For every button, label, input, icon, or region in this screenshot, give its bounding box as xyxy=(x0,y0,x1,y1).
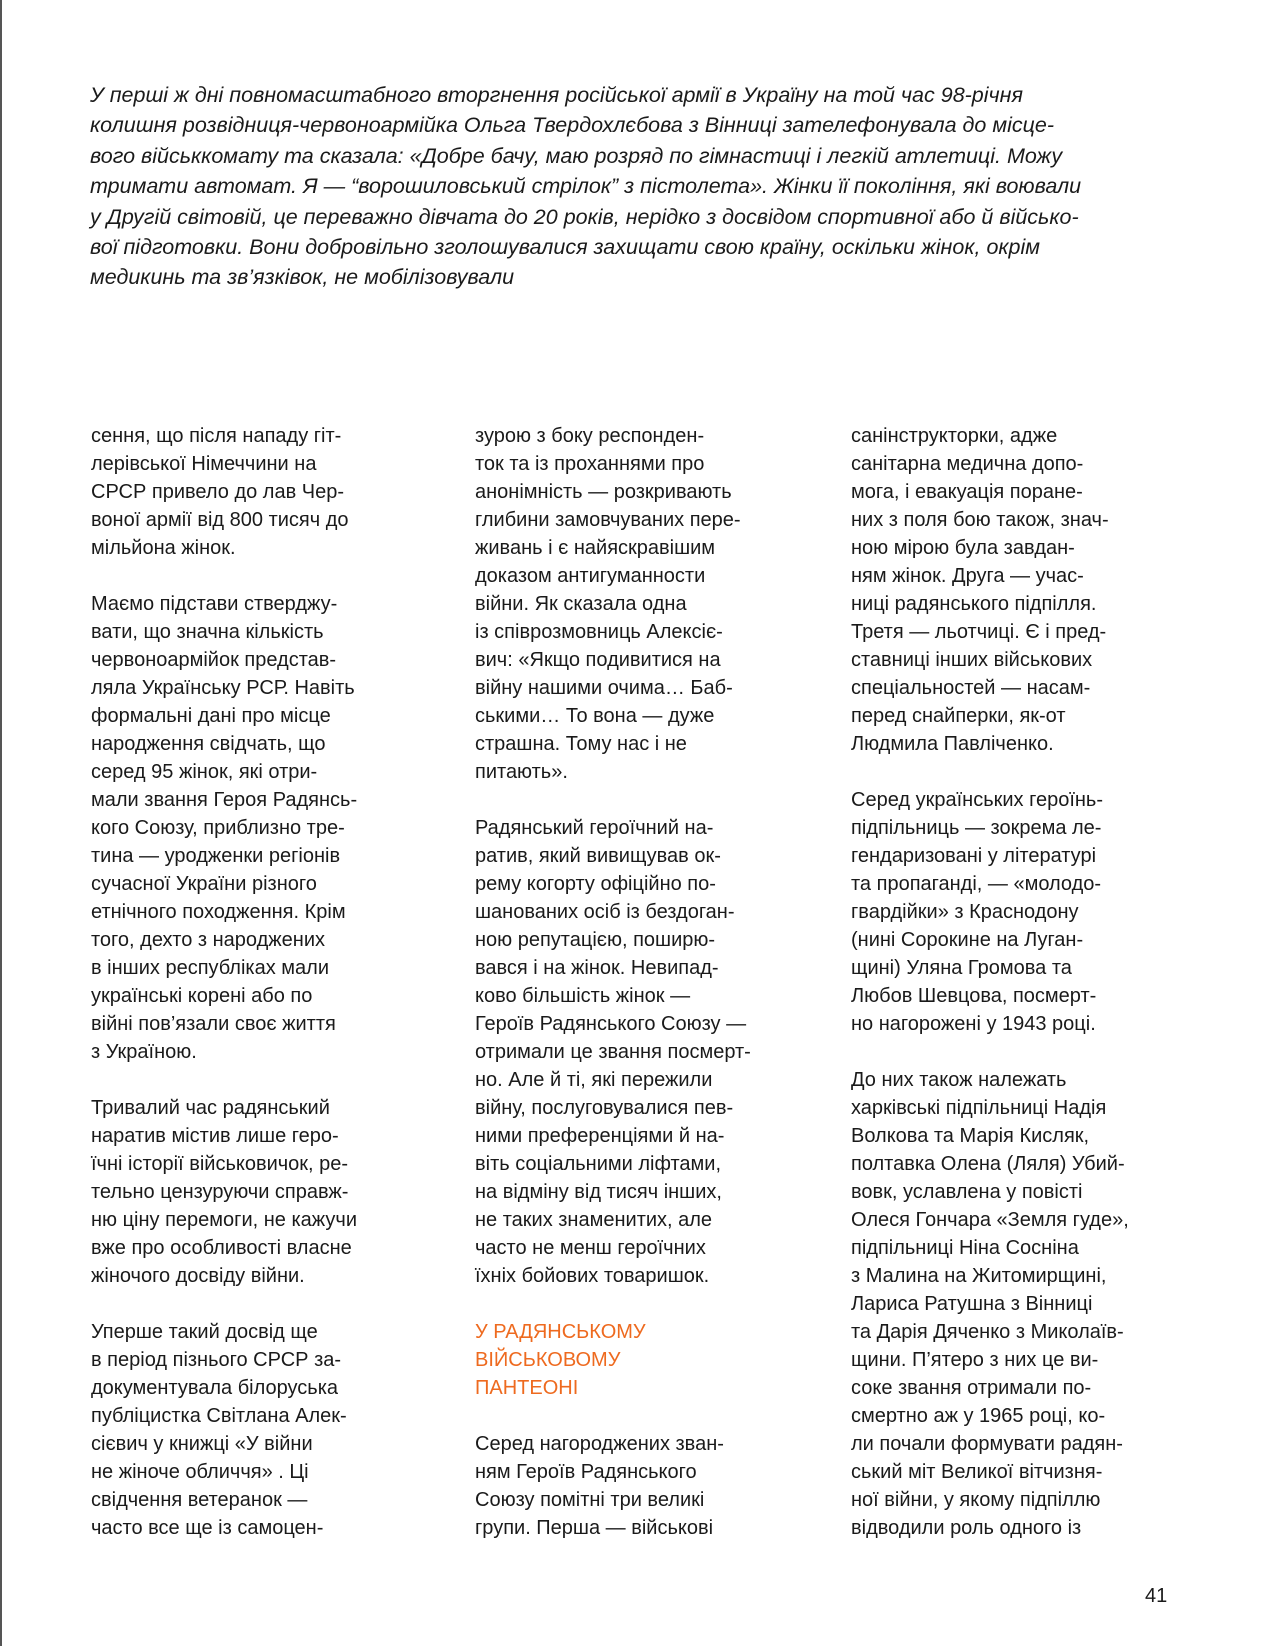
page-number: 41 xyxy=(1145,1585,1168,1607)
text-line: Союзу помітні три великі xyxy=(475,1489,705,1511)
text-line: зурою з боку респонден- xyxy=(475,425,705,447)
text-line: ток та із проханнями про xyxy=(475,453,705,475)
text-line: питають». xyxy=(475,761,568,783)
text-line: документувала білоруська xyxy=(91,1377,339,1399)
text-line: спеціальностей — насам- xyxy=(851,677,1091,699)
text-line: ними преференціями й на- xyxy=(475,1125,725,1147)
text-line: ням жінок. Друга — учас- xyxy=(851,565,1084,587)
text-line: воної армії від 800 тисяч до xyxy=(91,509,349,531)
text-line: часто не менш героїчних xyxy=(475,1237,706,1259)
text-line: їчні історії військовичок, ре- xyxy=(91,1153,349,1175)
text-line: сієвич у книжці «У війни xyxy=(91,1433,313,1455)
intro-line: У перші ж дні повномасштабного вторгнення російської армії в Україну на той час 98-річня xyxy=(90,83,1023,107)
paragraph xyxy=(851,422,1171,758)
text-line: Маємо підстави стверджу- xyxy=(91,593,338,615)
paragraph-spacer xyxy=(91,1066,411,1094)
text-line: но. Але й ті, які пережили xyxy=(475,1069,713,1091)
text-line: доказом антигуманности xyxy=(475,565,706,587)
paragraph-spacer xyxy=(475,1402,795,1430)
text-line: віть соціальними ліфтами, xyxy=(475,1153,722,1175)
text-line: Радянський героїчний на- xyxy=(475,817,714,839)
text-line: щині) Уляна Громова та xyxy=(851,957,1072,979)
paragraph xyxy=(91,422,411,562)
text-line: Героїв Радянського Союзу — xyxy=(475,1013,747,1035)
paragraph xyxy=(851,786,1171,1038)
text-line: вати, що значна кількість xyxy=(91,621,324,643)
text-line: формальні дані про місце xyxy=(91,705,331,727)
text-line: Лариса Ратушна з Вінниці xyxy=(851,1293,1093,1315)
text-line: часто все ще із самоцен- xyxy=(91,1517,324,1539)
paragraph xyxy=(475,422,795,786)
text-line: війни. Як сказала одна xyxy=(475,593,687,615)
text-line: ставниці інших військових xyxy=(851,649,1093,671)
text-line: Людмила Павліченко. xyxy=(851,733,1054,755)
text-line: вовк, уславлена у повісті xyxy=(851,1181,1083,1203)
text-line: та пропаганді, — «молодо- xyxy=(851,873,1102,895)
text-line: щини. П’ятеро з них це ви- xyxy=(851,1349,1099,1371)
text-line: ський міт Великої вітчизня- xyxy=(851,1461,1103,1483)
paragraph-spacer xyxy=(91,562,411,590)
text-line: живань і є найяскравішим xyxy=(475,537,716,559)
text-line: глибини замовчуваних пере- xyxy=(475,509,741,531)
text-line: ляла Українську РСР. Навіть xyxy=(91,677,355,699)
text-line: з Малина на Житомирщині, xyxy=(851,1265,1107,1287)
text-line: ськими… То вона — дуже xyxy=(475,705,715,727)
text-line: червоноармійок представ- xyxy=(91,649,337,671)
text-line: етнічного походження. Крім xyxy=(91,901,346,923)
text-line: із співрозмовниць Алексіє- xyxy=(475,621,723,643)
text-line: полтавка Олена (Ляля) Убий- xyxy=(851,1153,1125,1175)
section-heading xyxy=(475,1318,795,1402)
text-line: мали звання Героя Радянсь- xyxy=(91,789,358,811)
paragraph xyxy=(475,1430,795,1542)
text-line: публіцистка Світлана Алек- xyxy=(91,1405,347,1427)
text-line: санінструкторки, адже xyxy=(851,425,1058,447)
text-line: (нині Сорокине на Луган- xyxy=(851,929,1084,951)
text-line: війну нашими очима… Баб- xyxy=(475,677,733,699)
text-line: групи. Перша — військові xyxy=(475,1517,714,1539)
text-line: рему когорту офіційно по- xyxy=(475,873,716,895)
paragraph-spacer xyxy=(475,1290,795,1318)
intro-line: вої підготовки. Вони добровільно зголошувалися захищати свою країну, оскільки жінок, окрім xyxy=(90,235,1041,260)
text-line: Тривалий час радянський xyxy=(91,1097,330,1119)
paragraph xyxy=(851,1066,1171,1542)
paragraph-spacer xyxy=(851,758,1171,786)
text-line: ниці радянського підпілля. xyxy=(851,593,1097,615)
paragraph xyxy=(475,814,795,1290)
text-column-1 xyxy=(91,422,411,1542)
text-line: смертно аж у 1965 році, ко- xyxy=(851,1405,1106,1427)
page-edge-rule xyxy=(0,0,2,1646)
text-line: Олеся Гончара «Земля гуде», xyxy=(851,1209,1129,1231)
text-line: До них також належать xyxy=(851,1069,1067,1091)
text-line: ною мірою була завдан- xyxy=(851,537,1075,559)
text-line: соке звання отримали по- xyxy=(851,1377,1092,1399)
text-line: Серед українських героїнь- xyxy=(851,789,1104,811)
text-line: ратив, який вивищував ок- xyxy=(475,845,721,867)
text-line: ною репутацією, поширю- xyxy=(475,929,716,951)
paragraph-spacer xyxy=(475,786,795,814)
text-line: страшна. Тому нас і не xyxy=(475,733,687,755)
heading-line: У РАДЯНСЬКОМУ xyxy=(475,1321,646,1343)
intro-line: медикинь та зв’язківок, не мобілізовували xyxy=(90,265,515,290)
text-line: гендаризовані у літературі xyxy=(851,845,1097,867)
text-line: сучасної України різного xyxy=(91,873,317,895)
text-line: підпільниці Ніна Сосніна xyxy=(851,1237,1079,1259)
text-column-2 xyxy=(475,422,795,1542)
text-line: санітарна медична допо- xyxy=(851,453,1084,475)
text-line: тина — уродженки регіонів xyxy=(91,845,341,867)
paragraph-spacer xyxy=(91,1290,411,1318)
text-line: ково більшість жінок — xyxy=(475,985,691,1007)
heading-line: ПАНТЕОНІ xyxy=(475,1377,579,1399)
text-line: в період пізнього СРСР за- xyxy=(91,1349,342,1371)
text-line: наратив містив лише геро- xyxy=(91,1125,339,1147)
text-line: тельно цензуруючи справж- xyxy=(91,1181,349,1203)
text-line: лерівської Німеччини на xyxy=(91,453,317,475)
text-line: ної війни, у якому підпіллю xyxy=(851,1489,1101,1511)
text-line: кого Союзу, приблизно тре- xyxy=(91,817,345,839)
text-line: мільйона жінок. xyxy=(91,537,236,559)
text-line: Любов Шевцова, посмерт- xyxy=(851,985,1097,1007)
intro-line: колишня розвідниця-червоноармійка Ольга Твердохлєбова з Вінниці зателефонувала до місце- xyxy=(90,113,1055,138)
heading-line: ВІЙСЬКОВОМУ xyxy=(475,1349,621,1371)
text-line: не таких знаменитих, але xyxy=(475,1209,713,1231)
text-line: вався і на жінок. Невипад- xyxy=(475,957,719,979)
paragraph-spacer xyxy=(851,1038,1171,1066)
text-line: ли почали формувати радян- xyxy=(851,1433,1123,1455)
intro-line: у Другій світовій, це переважно дівчата до 20 років, нерідко з досвідом спортивної або й військо- xyxy=(90,204,1079,229)
intro-lead-paragraph xyxy=(90,80,1120,293)
text-line: українські корені або по xyxy=(91,985,313,1007)
text-line: шанованих осіб із бездоган- xyxy=(475,901,735,923)
paragraph xyxy=(91,590,411,1066)
text-line: та Дарія Дяченко з Миколаїв- xyxy=(851,1321,1124,1343)
text-line: серед 95 жінок, які отри- xyxy=(91,761,318,783)
paragraph xyxy=(91,1094,411,1290)
text-line: їхніх бойових товаришок. xyxy=(475,1265,710,1287)
intro-line: вого військкомату та сказала: «Добре бачу, маю розряд по гімнастиці і легкій атлетиці. Можу xyxy=(90,143,1063,168)
text-line: жіночого досвіду війни. xyxy=(91,1265,305,1287)
paragraph xyxy=(91,1318,411,1542)
text-line: вич: «Якщо подивитися на xyxy=(475,649,721,671)
text-line: Волкова та Марія Кисляк, xyxy=(851,1125,1090,1147)
text-line: війну, послуговувалися пев- xyxy=(475,1097,734,1119)
text-line: з Україною. xyxy=(91,1041,197,1063)
text-line: на відміну від тисяч інших, xyxy=(475,1181,722,1203)
text-line: перед снайперки, як-от xyxy=(851,705,1066,727)
text-line: війні пов’язали своє життя xyxy=(91,1013,336,1035)
text-line: в інших республіках мали xyxy=(91,957,329,979)
text-line: СРСР привело до лав Чер- xyxy=(91,481,345,503)
text-line: відводили роль одного із xyxy=(851,1517,1082,1539)
text-line: свідчення ветеранок — xyxy=(91,1489,308,1511)
text-line: Уперше такий досвід ще xyxy=(91,1321,318,1343)
text-line: мога, і евакуація поранe- xyxy=(851,481,1083,503)
text-line: харківські підпільниці Надія xyxy=(851,1097,1107,1119)
text-line: них з поля бою також, знач- xyxy=(851,509,1109,531)
text-line: не жіноче обличчя» . Ці xyxy=(91,1461,309,1483)
text-line: Серед нагороджених зван- xyxy=(475,1433,724,1455)
text-line: гвардійки» з Краснодону xyxy=(851,901,1079,923)
text-line: ням Героїв Радянського xyxy=(475,1461,697,1483)
text-column-3 xyxy=(851,422,1171,1542)
intro-line: тримати автомат. Я — “ворошиловський стрілок” з пістолета». Жінки її покоління, які воювали xyxy=(90,174,1082,199)
text-line: Третя — льотчиці. Є і пред- xyxy=(851,621,1107,643)
text-line: ню ціну перемоги, не кажучи xyxy=(91,1209,357,1231)
text-line: того, дехто з народжених xyxy=(91,929,325,951)
text-line: но нагорожені у 1943 році. xyxy=(851,1013,1096,1035)
text-line: анонімність — розкривають xyxy=(475,481,732,503)
text-line: отримали це звання посмерт- xyxy=(475,1041,751,1063)
text-line: підпільниць — зокрема ле- xyxy=(851,817,1102,839)
text-line: народження свідчать, що xyxy=(91,733,326,755)
text-line: сення, що після нападу гіт- xyxy=(91,425,342,447)
text-line: вже про особливості власне xyxy=(91,1237,352,1259)
